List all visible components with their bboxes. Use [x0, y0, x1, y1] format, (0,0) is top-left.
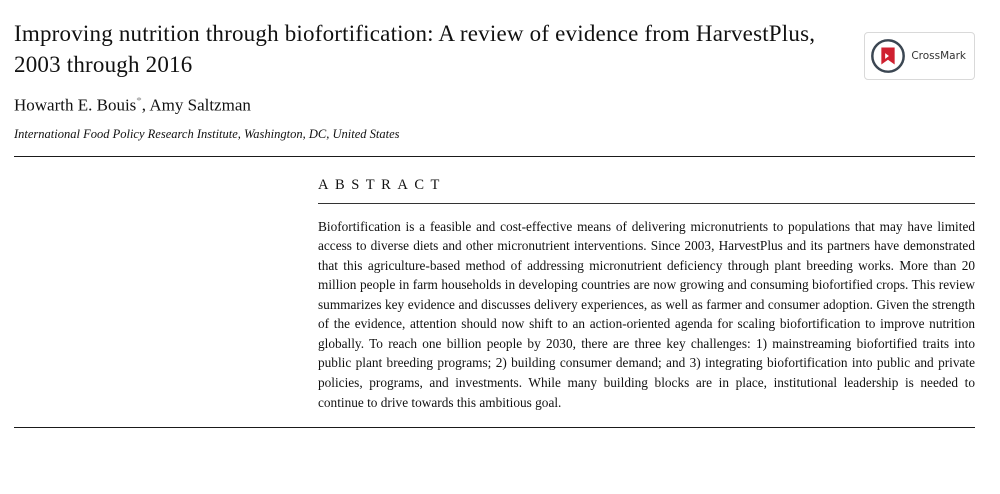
author-name-1: Howarth E. Bouis [14, 95, 137, 115]
author-separator: , [141, 95, 150, 115]
crossmark-logo-icon [869, 37, 907, 75]
corresponding-author-marker[interactable]: * [136, 95, 142, 108]
paper-title: Improving nutrition through biofortification: A review of evidence from HarvestPlus, 2003 through 2016 [14, 21, 816, 78]
author-name-2: Amy Saltzman [149, 95, 251, 115]
abstract-text: Biofortification is a feasible and cost-effective means of delivering micronutrients to populations that may have limited access to diverse diets and other micronutrient interventions. Since 2003, HarvestPlus and its partners have demonstrated that this agriculture-based method of addressing micronutrient deficiency through plant breeding works. More than 20 million people in farm households in developing countries are now growing and consuming biofortified crops. This review summarizes key evidence and discusses delivery experiences, as well as farmer and consumer adoption. Given the strength of the evidence, attention should now shift to an action-oriented agenda for scaling biofortification to improve nutrition globally. To reach one billion people by 2030, there are three key challenges: 1) mainstreaming biofortified traits into public plant breeding programs; 2) building consumer demand; and 3) integrating biofortification into public and private policies, programs, and investments. While many building blocks are in place, institutional leadership is needed to continue to drive towards this ambitious goal. [318, 218, 975, 410]
affiliation-line: International Food Policy Research Institute, Washington, DC, United States [14, 126, 400, 141]
crossmark-label: CrossMark [911, 50, 966, 62]
abstract-divider [318, 203, 975, 204]
abstract-heading: ABSTRACT [318, 176, 446, 193]
abstract-section [318, 177, 975, 412]
footer-divider [14, 427, 975, 428]
header-divider [14, 156, 975, 157]
crossmark-badge[interactable] [864, 32, 975, 80]
author-line [14, 95, 975, 116]
